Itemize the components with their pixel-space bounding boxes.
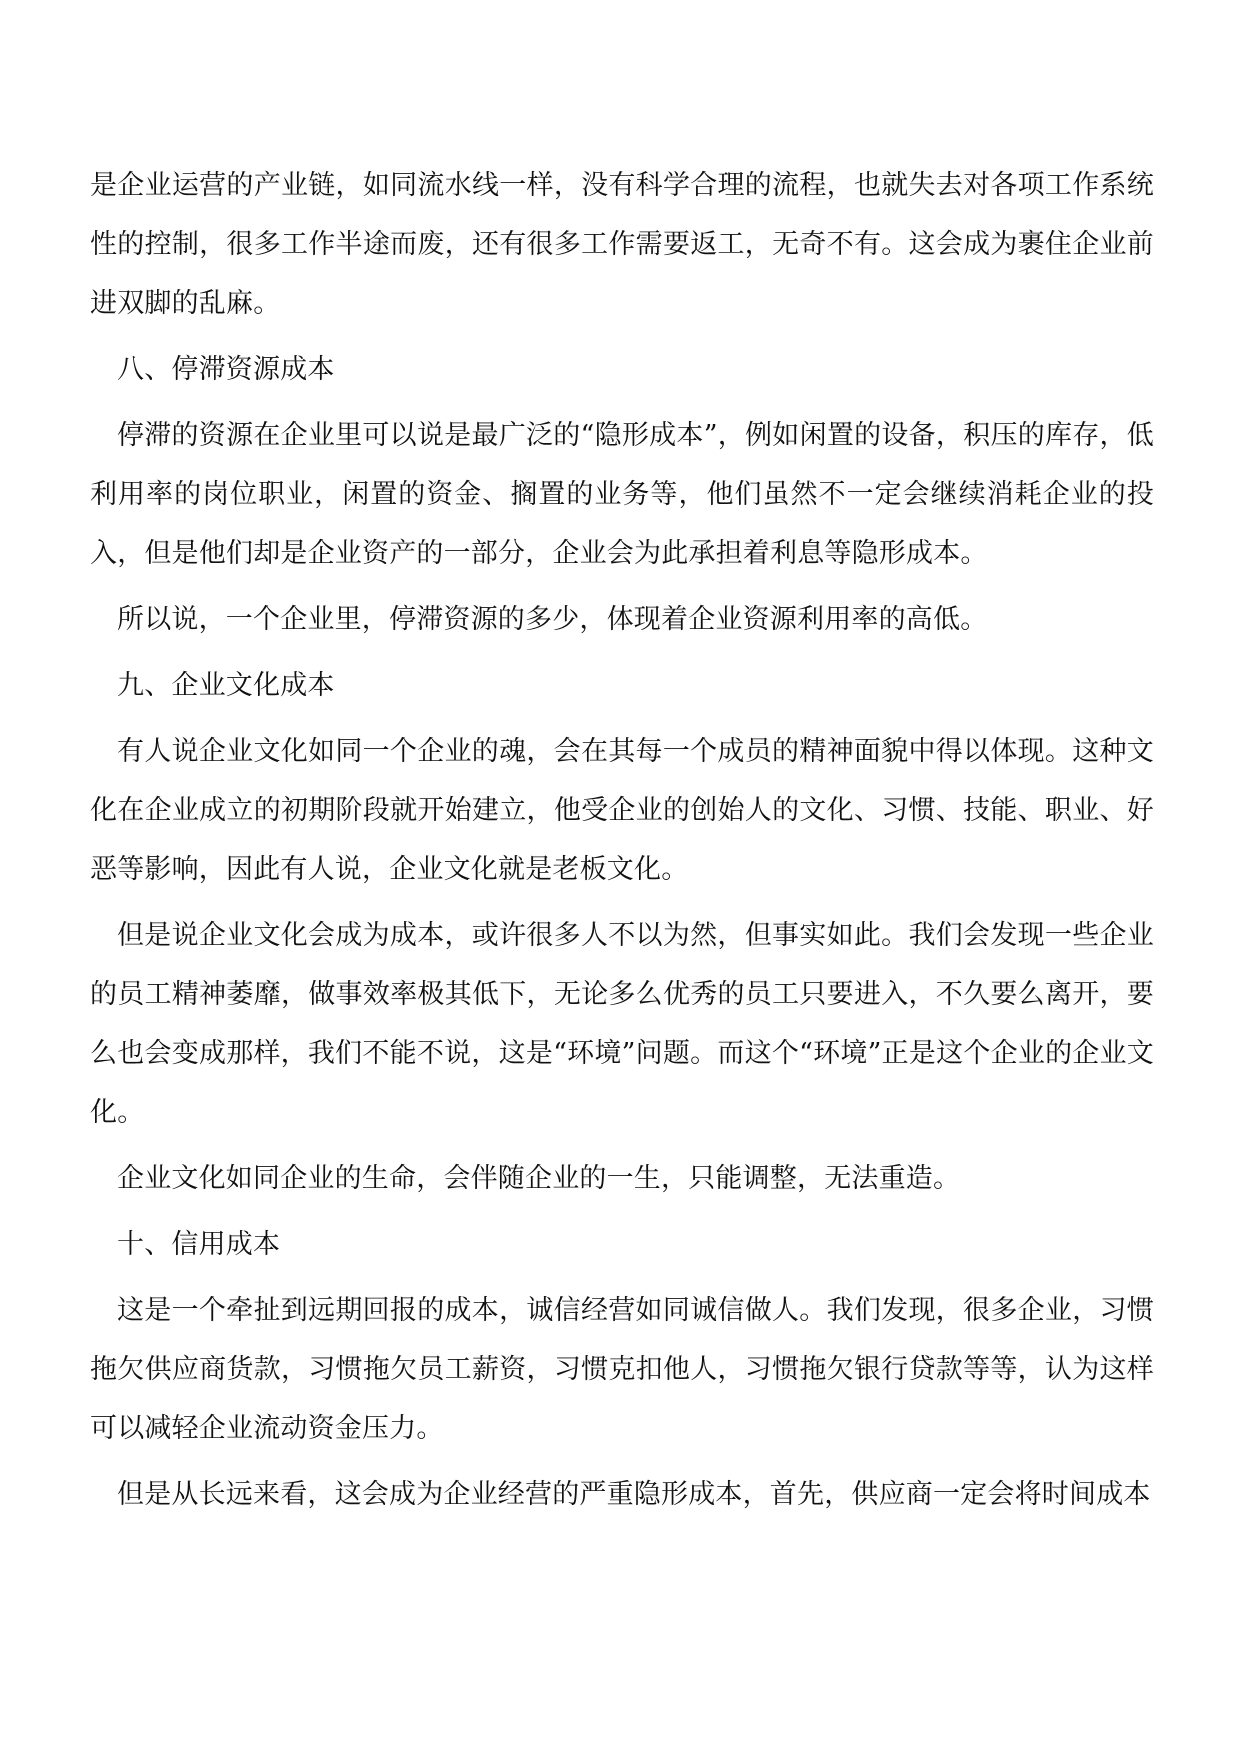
paragraph-long-term-view: 但是从长远来看，这会成为企业经营的严重隐形成本，首先，供应商一定会将时间成本 bbox=[117, 1479, 1151, 1510]
paragraph-stagnant-resources: 停滞的资源在企业里可以说是最广泛的“隐形成本”，例如闲置的设备，积压的库存，低利用率的岗位职业，闲置的资金、搁置的业务等，他们虽然不一定会继续消耗企业的投入，但是他们却是企业资产的一部分，企业会为此承担着利息等隐形成本。 bbox=[90, 420, 1154, 569]
paragraph-culture-life: 企业文化如同企业的生命，会伴随企业的一生，只能调整，无法重造。 bbox=[117, 1163, 961, 1194]
section-heading-corporate-culture: 九、企业文化成本 bbox=[117, 670, 335, 701]
section-heading-credit-cost: 十、信用成本 bbox=[117, 1229, 281, 1260]
paragraph-credit-cost: 这是一个牵扯到远期回报的成本，诚信经营如同诚信做人。我们发现，很多企业，习惯拖欠供应商货款，习惯拖欠员工薪资，习惯克扣他人，习惯拖欠银行贷款等等，认为这样可以减轻企业流动资金压力。 bbox=[90, 1295, 1154, 1444]
paragraph-resource-utilization: 所以说，一个企业里，停滞资源的多少，体现着企业资源利用率的高低。 bbox=[117, 604, 988, 635]
document-body bbox=[90, 156, 1154, 1531]
section-heading-stagnant-resources: 八、停滞资源成本 bbox=[117, 354, 335, 385]
paragraph-culture-soul: 有人说企业文化如同一个企业的魂，会在其每一个成员的精神面貌中得以体现。这种文化在企业成立的初期阶段就开始建立，他受企业的创始人的文化、习惯、技能、职业、好恶等影响，因此有人说，企业文化就是老板文化。 bbox=[90, 736, 1154, 885]
paragraph-process-chain: 是企业运营的产业链，如同流水线一样，没有科学合理的流程，也就失去对各项工作系统性的控制，很多工作半途而废，还有很多工作需要返工，无奇不有。这会成为裹住企业前进双脚的乱麻。 bbox=[90, 170, 1154, 319]
paragraph-culture-cost: 但是说企业文化会成为成本，或许很多人不以为然，但事实如此。我们会发现一些企业的员工精神萎靡，做事效率极其低下，无论多么优秀的员工只要进入，不久要么离开，要么也会变成那样，我们不能不说，这是“环境”问题。而这个“环境”正是这个企业的企业文化。 bbox=[90, 920, 1154, 1128]
